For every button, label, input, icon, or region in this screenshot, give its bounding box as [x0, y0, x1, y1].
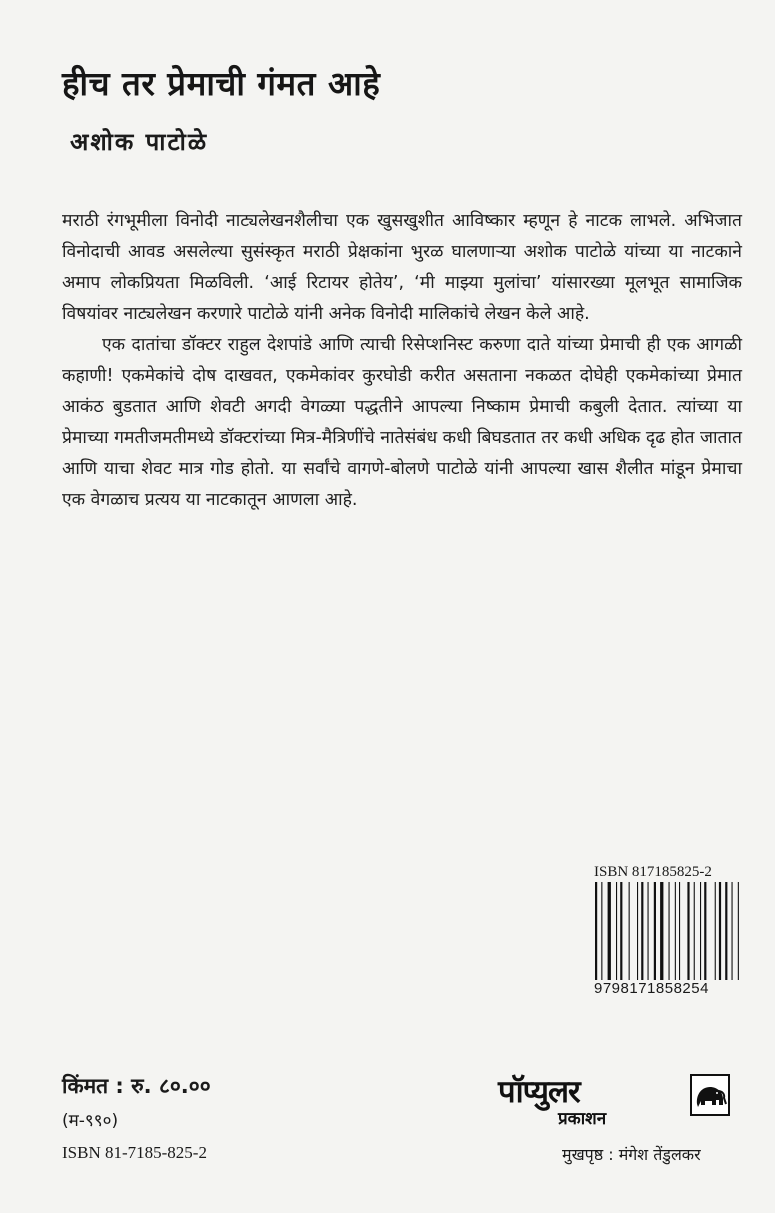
- barcode-isbn-label: ISBN 817185825-2: [594, 864, 712, 880]
- blurb-paragraph-2: एक दातांचा डॉक्टर राहुल देशपांडे आणि त्याची रिसेप्शनिस्ट करुणा दाते यांच्या प्रेमाची ही एक आगळी कहाणी! एकमेकांचे दोष दाखवत, एकमेकांवर कुरघोडी करीत असताना नकळत दोघेही एकमेकांच्या प्रेमात आकंठ बुडतात आणि शेवटी अगदी वेगळ्या पद्धतीने आपल्या निष्काम प्रेमाची कबुली देतात. त्यांच्या या प्रेमाच्या गमतीजमतीमध्ये डॉक्टरांच्या मित्र-मैत्रिणींचे नातेसंबंध कधी बिघडतात तर कधी अधिक दृढ होत जातात आणि याचा शेवट मात्र गोड होतो. या सर्वांचे वागणे-बोलणे पाटोळे यांनी आपल्या खास शैलीत मांडून प्रेमाचा एक वेगळाच प्रत्यय या नाटकातून आणला आहे.: [62, 335, 742, 510]
- price: किंमत : रु. ८०.००: [62, 1074, 211, 1098]
- cover-credit: मुखपृष्ठ : मंगेश तेंडुलकर: [562, 1145, 701, 1164]
- book-title: हीच तर प्रेमाची गंमत आहे: [62, 64, 381, 103]
- barcode: [594, 862, 740, 1002]
- publisher-logo: [490, 1070, 740, 1132]
- catalog-code: (म-९९०): [62, 1111, 119, 1131]
- barcode-bars-icon: [594, 882, 740, 980]
- elephant-logo-icon: [690, 1074, 730, 1116]
- isbn-number: ISBN 81-7185-825-2: [62, 1143, 207, 1162]
- publisher-subtitle: प्रकाशन: [558, 1109, 607, 1129]
- blurb-paragraph-1: मराठी रंगभूमीला विनोदी नाट्यलेखनशैलीचा एक खुसखुशीत आविष्कार म्हणून हे नाटक लाभले. अभिजात विनोदाची आवड असलेल्या सुसंस्कृत मराठी प्रेक्षकांना भुरळ घालणाऱ्या अशोक पाटोळे यांच्या या नाटकाने अमाप लोकप्रियता मिळविली. ‘आई रिटायर होतेय’, ‘मी माझ्या मुलांचा’ यांसारख्या मूलभूत सामाजिक विषयांवर नाट्यलेखन करणारे पाटोळे यांनी अनेक विनोदी मालिकांचे लेखन केले आहे.: [62, 211, 742, 324]
- book-blurb: [62, 206, 742, 516]
- barcode-digits: 9798171858254: [594, 980, 709, 997]
- author-name: अशोक पाटोळे: [70, 128, 209, 156]
- publisher-name: पॉप्युलर: [498, 1074, 580, 1110]
